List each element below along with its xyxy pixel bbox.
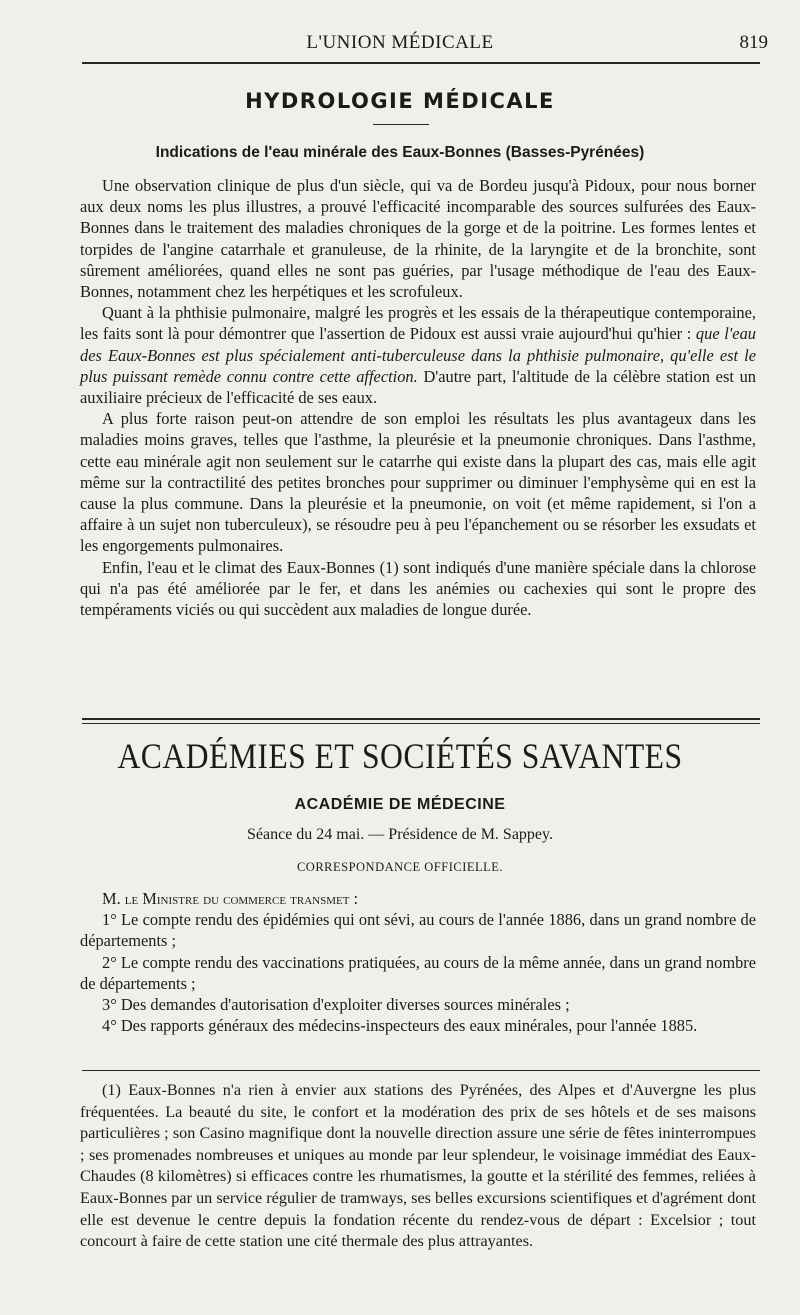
- footnote-rule: [82, 1070, 760, 1071]
- hydrology-section-title: HYDROLOGIE MÉDICALE: [245, 89, 555, 113]
- academies-section-title: ACADÉMIES ET SOCIÉTÉS SAVANTES: [117, 736, 683, 776]
- list-item-1: 1° Le compte rendu des épidémies qui ont sévi, au cours de l'année 1886, dans un grand nombre de départements ;: [80, 910, 756, 951]
- paragraph-2-quote: que l'eau des Eaux-Bonnes est plus spécialement anti-tuberculeuse dans la phthisie pulmonaire, qu'elle est le plus puissant remède connu contre cette affection.: [80, 324, 756, 386]
- footnote-block: [80, 1080, 756, 1253]
- list-item-3: 3° Des demandes d'autorisation d'exploiter diverses sources minérales ;: [102, 995, 570, 1015]
- list-item-4: 4° Des rapports généraux des médecins-inspecteurs des eaux minérales, pour l'année 1885.: [102, 1016, 698, 1036]
- minister-line: M. le Ministre du commerce transmet :: [102, 889, 359, 908]
- page-number: 819: [739, 32, 768, 53]
- title-short-rule: [373, 124, 429, 125]
- paragraph-3: A plus forte raison peut-on attendre de son emploi les résultats les plus avantageux dans les maladies moins graves, telles que l'asthme, la pleurésie et la pneumonie chroniques. Dans l'asthme, cette eau minérale agit non seulement sur le catarrhe qui existe dans la plupart des cas, mais elle agit même sur la contractilité des petites bronches pour supprimer ou diminuer l'emphysème qui en est la cause la plus commune. Dans la pleurésie et la pneumonie, on voit (et même rapidement, si l'on a affaire à un sujet non tuberculeux), se résoudre peu à peu l'épanchement ou se résorber les exsudats et les engorgements pulmonaires.: [80, 409, 756, 556]
- article-title: Indications de l'eau minérale des Eaux-Bonnes (Basses-Pyrénées): [155, 144, 645, 161]
- academy-title: ACADÉMIE DE MÉDECINE: [294, 796, 506, 813]
- hydrology-body: [80, 175, 756, 620]
- paragraph-2-end: D'autre part, l'altitude de la célèbre station est un auxiliaire précieux de l'efficacité de ses eaux.: [80, 366, 756, 408]
- session-line: Séance du 24 mai. — Présidence de M. Sappey.: [247, 826, 553, 843]
- academies-body: [80, 888, 756, 1036]
- paragraph-2-start: Quant à la phthisie pulmonaire, malgré les progrès et les essais de la thérapeutique contemporaine, les faits sont là pour démontrer que l'assertion de Pidoux est aussi vraie aujourd'hui qu'hier :: [80, 303, 756, 344]
- section-rule-bottom: [82, 723, 760, 724]
- section-rule-top: [82, 718, 760, 720]
- list-item-2: 2° Le compte rendu des vaccinations pratiquées, au cours de la même année, dans un grand nombre de départements ;: [80, 952, 756, 993]
- header-rule: [82, 62, 760, 64]
- paragraph-4: Enfin, l'eau et le climat des Eaux-Bonnes (1) sont indiqués d'une manière spéciale dans la chlorose qui n'a pas été améliorée par le fer, et dans les anémies ou cachexies qui sont le propre des tempéraments viciés ou qui succèdent aux maladies de longue durée.: [80, 557, 756, 620]
- correspondence-title: CORRESPONDANCE OFFICIELLE.: [296, 860, 504, 874]
- paragraph-2: [80, 302, 756, 408]
- paragraph-1: Une observation clinique de plus d'un siècle, qui va de Bordeu jusqu'à Pidoux, pour nous borner aux deux noms les plus illustres, a prouvé l'efficacité incomparable des sources sulfurées des Eaux-Bonnes dans le traitement des maladies chroniques de la gorge et de la poitrine. Les formes lentes et torpides de l'angine catarrhale et granuleuse, de la rhinite, de la laryngite et de la bronchite, sont sûrement améliorées, quand elles ne sont pas guéries, par l'usage méthodique de l'eau des Eaux-Bonnes, notamment chez les herpétiques et les scrofuleux.: [80, 176, 756, 302]
- running-head: L'UNION MÉDICALE: [306, 32, 494, 53]
- footnote-text: (1) Eaux-Bonnes n'a rien à envier aux stations des Pyrénées, des Alpes et d'Auvergne les plus fréquentées. La beauté du site, le confort et la modération des prix de ses hôtels et de ses maisons particulières ; son Casino magnifique dont la nouvelle direction assure une série de fêtes ininterrompues ; ses promenades nombreuses et uniques au monde par leur splendeur, le voisinage immédiat des Eaux-Chaudes (8 kilomètres) si efficaces contre les rhumatismes, la goutte et la stérilité des femmes, reliées à Eaux-Bonnes par un service régulier de tramways, ses belles excursions scientifiques et d'agrément dont elle est devenue le centre depuis la fondation récente du rendez-vous de départ : Excelsior ; tout concourt à faire de cette station une cité thermale des plus attrayantes.: [80, 1081, 756, 1251]
